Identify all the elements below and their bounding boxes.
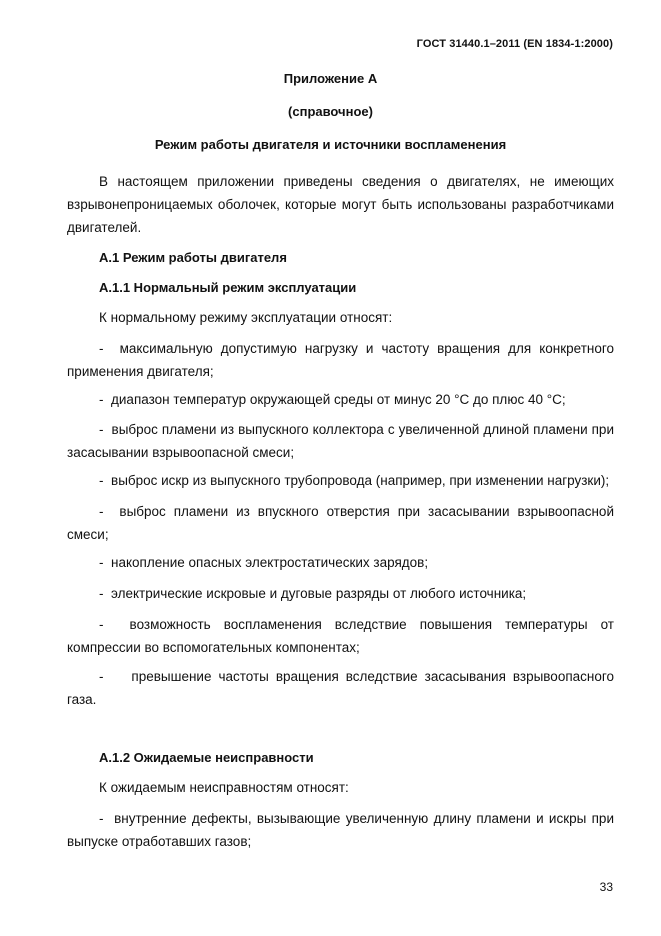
intro-paragraph: В настоящем приложении приведены сведения о двигателях, не имеющих взрывонепроницаемых оболочек, которые могут быть использованы разработчиками двигателей. (67, 174, 614, 235)
list-dash: - (99, 422, 104, 437)
list-item (67, 337, 614, 383)
heading-a1: А.1 Режим работы двигателя (99, 250, 287, 265)
list-item-text: максимальную допустимую нагрузку и частоту вращения для конкретного применения двигателя; (67, 341, 614, 379)
list-item (67, 582, 614, 605)
page-number: 33 (599, 880, 613, 894)
list-item-text: возможность воспламенения вследствие повышения температуры от компрессии во вспомогательных компонентах; (67, 617, 614, 655)
list-dash: - (99, 392, 104, 407)
list-item (67, 807, 614, 853)
a1-2-lead: К ожидаемым неисправностям относят: (99, 780, 349, 795)
list-item-text: внутренние дефекты, вызывающие увеличенную длину пламени и искры при выпуске отработавших газов; (67, 811, 614, 849)
document-code: ГОСТ 31440.1–2011 (EN 1834-1:2000) (416, 38, 613, 50)
list-dash: - (99, 473, 104, 488)
list-item (67, 500, 614, 546)
list-item (67, 469, 614, 492)
list-item (67, 665, 614, 711)
list-dash: - (99, 811, 104, 826)
heading-a1-2: А.1.2 Ожидаемые неисправности (99, 750, 314, 765)
list-dash: - (99, 341, 104, 356)
list-item (67, 418, 614, 464)
list-dash: - (99, 555, 104, 570)
appendix-subtitle: (справочное) (288, 104, 373, 119)
list-item-text: выброс искр из выпускного трубопровода (например, при изменении нагрузки); (111, 473, 610, 488)
list-item-text: диапазон температур окружающей среды от минус 20 °С до плюс 40 °С; (111, 392, 566, 407)
list-item-text: выброс пламени из впускного отверстия при засасывании взрывоопасной смеси; (67, 504, 614, 542)
list-item-text: превышение частоты вращения вследствие засасывания взрывоопасного газа. (67, 669, 614, 707)
list-item-text: электрические искровые и дуговые разряды от любого источника; (111, 586, 527, 601)
list-item (67, 388, 614, 411)
list-dash: - (99, 586, 104, 601)
list-item-text: выброс пламени из выпускного коллектора с увеличенной длиной пламени при засасывании взрывоопасной смеси; (67, 422, 614, 460)
section-title: Режим работы двигателя и источники воспламенения (154, 137, 507, 152)
list-dash: - (99, 504, 104, 519)
list-dash: - (99, 669, 104, 684)
a1-1-lead: К нормальному режиму эксплуатации относят: (99, 310, 393, 325)
list-item-text: накопление опасных электростатических зарядов; (111, 555, 429, 570)
list-item (67, 551, 614, 574)
heading-a1-1: А.1.1 Нормальный режим эксплуатации (99, 280, 357, 295)
appendix-title: Приложение А (283, 71, 378, 86)
list-item (67, 613, 614, 659)
list-dash: - (99, 617, 104, 632)
